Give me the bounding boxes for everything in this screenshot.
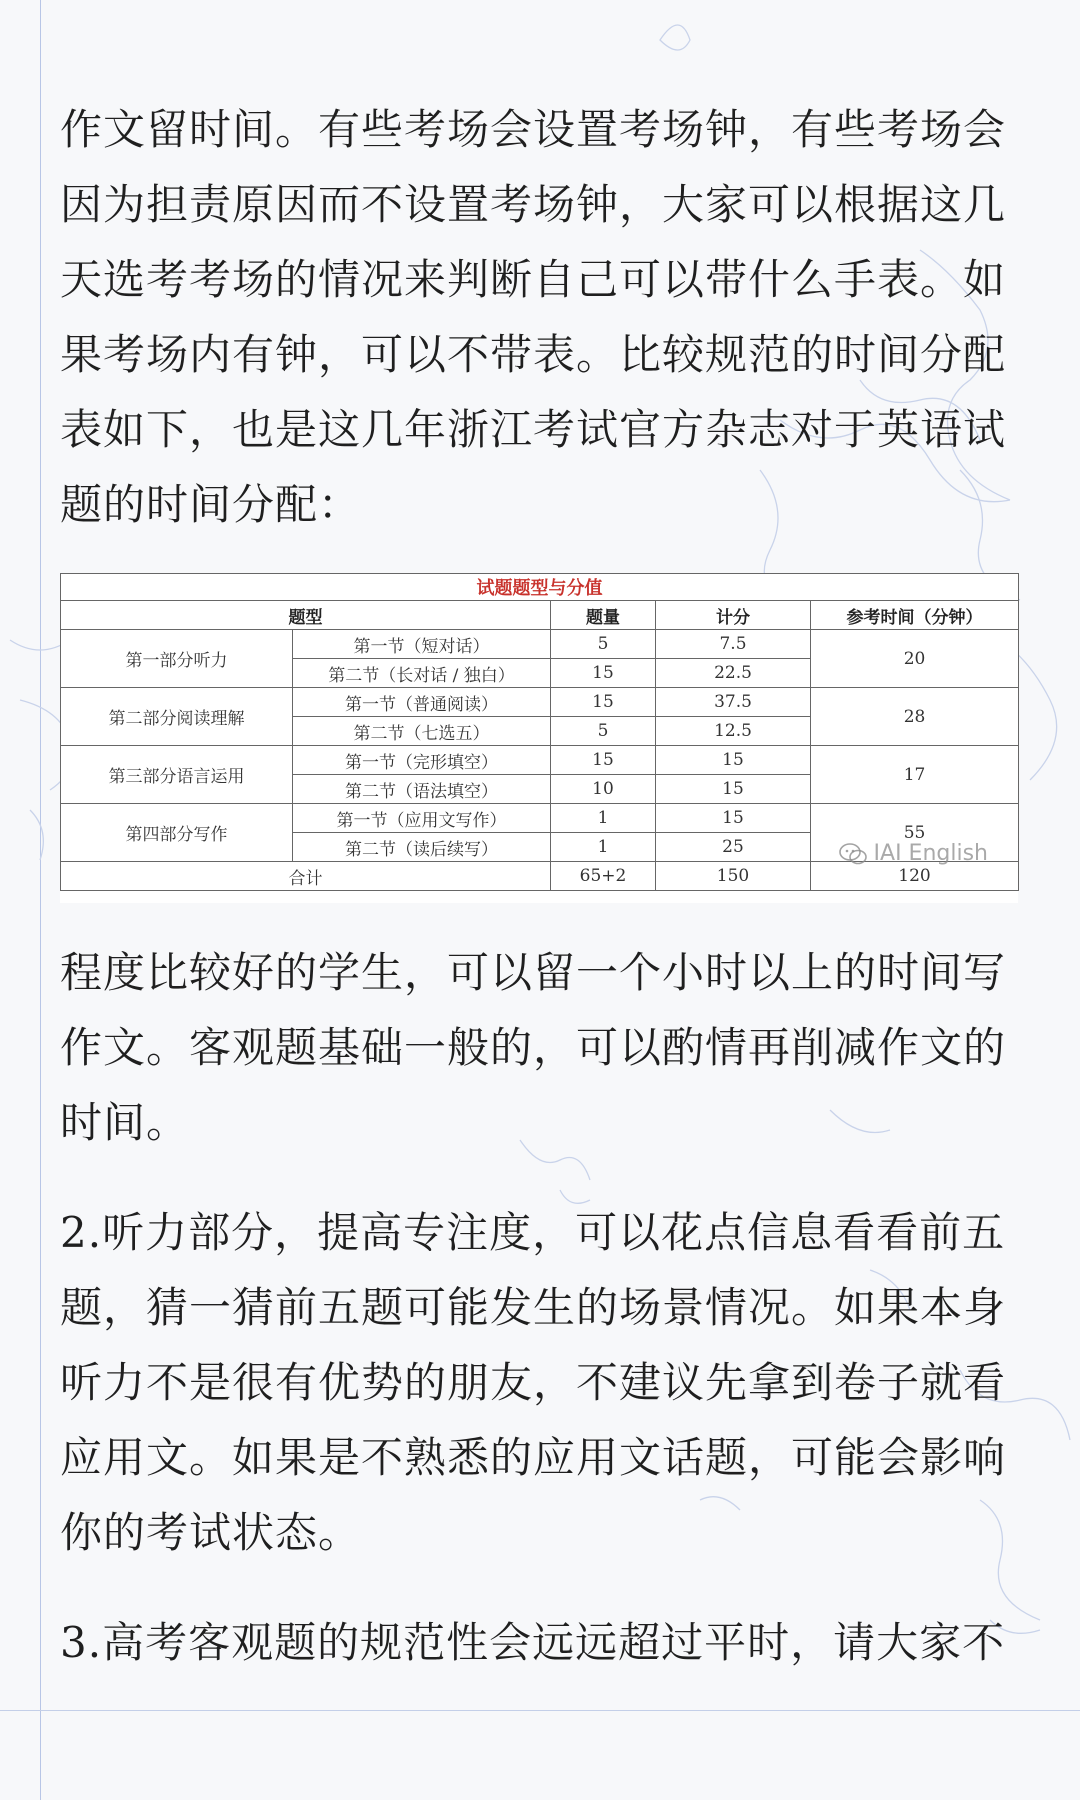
section-name: 第二节（读后续写） xyxy=(293,833,551,862)
part-time: 28 xyxy=(811,688,1019,746)
part-name: 第四部分写作 xyxy=(61,804,293,862)
total-label: 合计 xyxy=(61,862,551,891)
section-score: 15 xyxy=(656,775,811,804)
header-score: 计分 xyxy=(656,601,811,630)
part-name: 第一部分听力 xyxy=(61,630,293,688)
watermark xyxy=(838,841,988,866)
section-count: 5 xyxy=(551,717,656,746)
watermark-text: IAI English xyxy=(873,841,988,866)
header-count: 题量 xyxy=(551,601,656,630)
section-count: 15 xyxy=(551,746,656,775)
part-time: 20 xyxy=(811,630,1019,688)
table-row xyxy=(61,804,1019,833)
section-name: 第一节（应用文写作） xyxy=(293,804,551,833)
section-count: 15 xyxy=(551,688,656,717)
header-time: 参考时间（分钟） xyxy=(811,601,1019,630)
score-table-image xyxy=(60,573,1018,903)
section-score: 7.5 xyxy=(656,630,811,659)
section-count: 15 xyxy=(551,659,656,688)
total-count: 65+2 xyxy=(551,862,656,891)
table-row xyxy=(61,688,1019,717)
wechat-icon xyxy=(838,842,868,866)
notebook-margin-line xyxy=(40,0,41,1800)
paragraph-listening-tip: 2.听力部分，提高专注度，可以花点信息看看前五题，猜一猜前五题可能发生的场景情况。如果本身听力不是很有优势的朋友，不建议先拿到卷子就看应用文。如果是不熟悉的应用文话题，可能会影响你的考试状态。 xyxy=(60,1208,1007,1557)
table-row xyxy=(61,630,1019,659)
part-name: 第二部分阅读理解 xyxy=(61,688,293,746)
section-score: 15 xyxy=(656,804,811,833)
table-row xyxy=(61,746,1019,775)
section-name: 第二节（七选五） xyxy=(293,717,551,746)
notebook-rule-line xyxy=(0,1710,1080,1711)
section-name: 第一节（完形填空） xyxy=(293,746,551,775)
section-score: 25 xyxy=(656,833,811,862)
section-count: 10 xyxy=(551,775,656,804)
paragraph-time-allocation-intro: 作文留时间。有些考场会设置考场钟，有些考场会因为担责原因而不设置考场钟，大家可以根据这几天选考考场的情况来判断自己可以带什么手表。如果考场内有钟，可以不带表。比较规范的时间分配表如下，也是这几年浙江考试官方杂志对于英语试题的时间分配： xyxy=(60,105,1007,529)
section-score: 37.5 xyxy=(656,688,811,717)
section-name: 第二节（长对话 / 独白） xyxy=(293,659,551,688)
paragraph-objective-questions: 3.高考客观题的规范性会远远超过平时，请大家不 xyxy=(60,1618,1006,1667)
section-name: 第二节（语法填空） xyxy=(293,775,551,804)
section-name: 第一节（普通阅读） xyxy=(293,688,551,717)
section-score: 15 xyxy=(656,746,811,775)
section-score: 22.5 xyxy=(656,659,811,688)
section-count: 1 xyxy=(551,833,656,862)
section-count: 1 xyxy=(551,804,656,833)
total-score: 150 xyxy=(656,862,811,891)
part-time: 17 xyxy=(811,746,1019,804)
section-count: 5 xyxy=(551,630,656,659)
header-type: 题型 xyxy=(61,601,551,630)
table-title: 试题题型与分值 xyxy=(61,574,1019,601)
total-time: 120 xyxy=(811,862,1019,891)
section-name: 第一节（短对话） xyxy=(293,630,551,659)
part-name: 第三部分语言运用 xyxy=(61,746,293,804)
part-time: 55 xyxy=(811,804,1019,862)
paragraph-writing-time: 程度比较好的学生，可以留一个小时以上的时间写作文。客观题基础一般的，可以酌情再削减作文的时间。 xyxy=(60,948,1007,1147)
section-score: 12.5 xyxy=(656,717,811,746)
